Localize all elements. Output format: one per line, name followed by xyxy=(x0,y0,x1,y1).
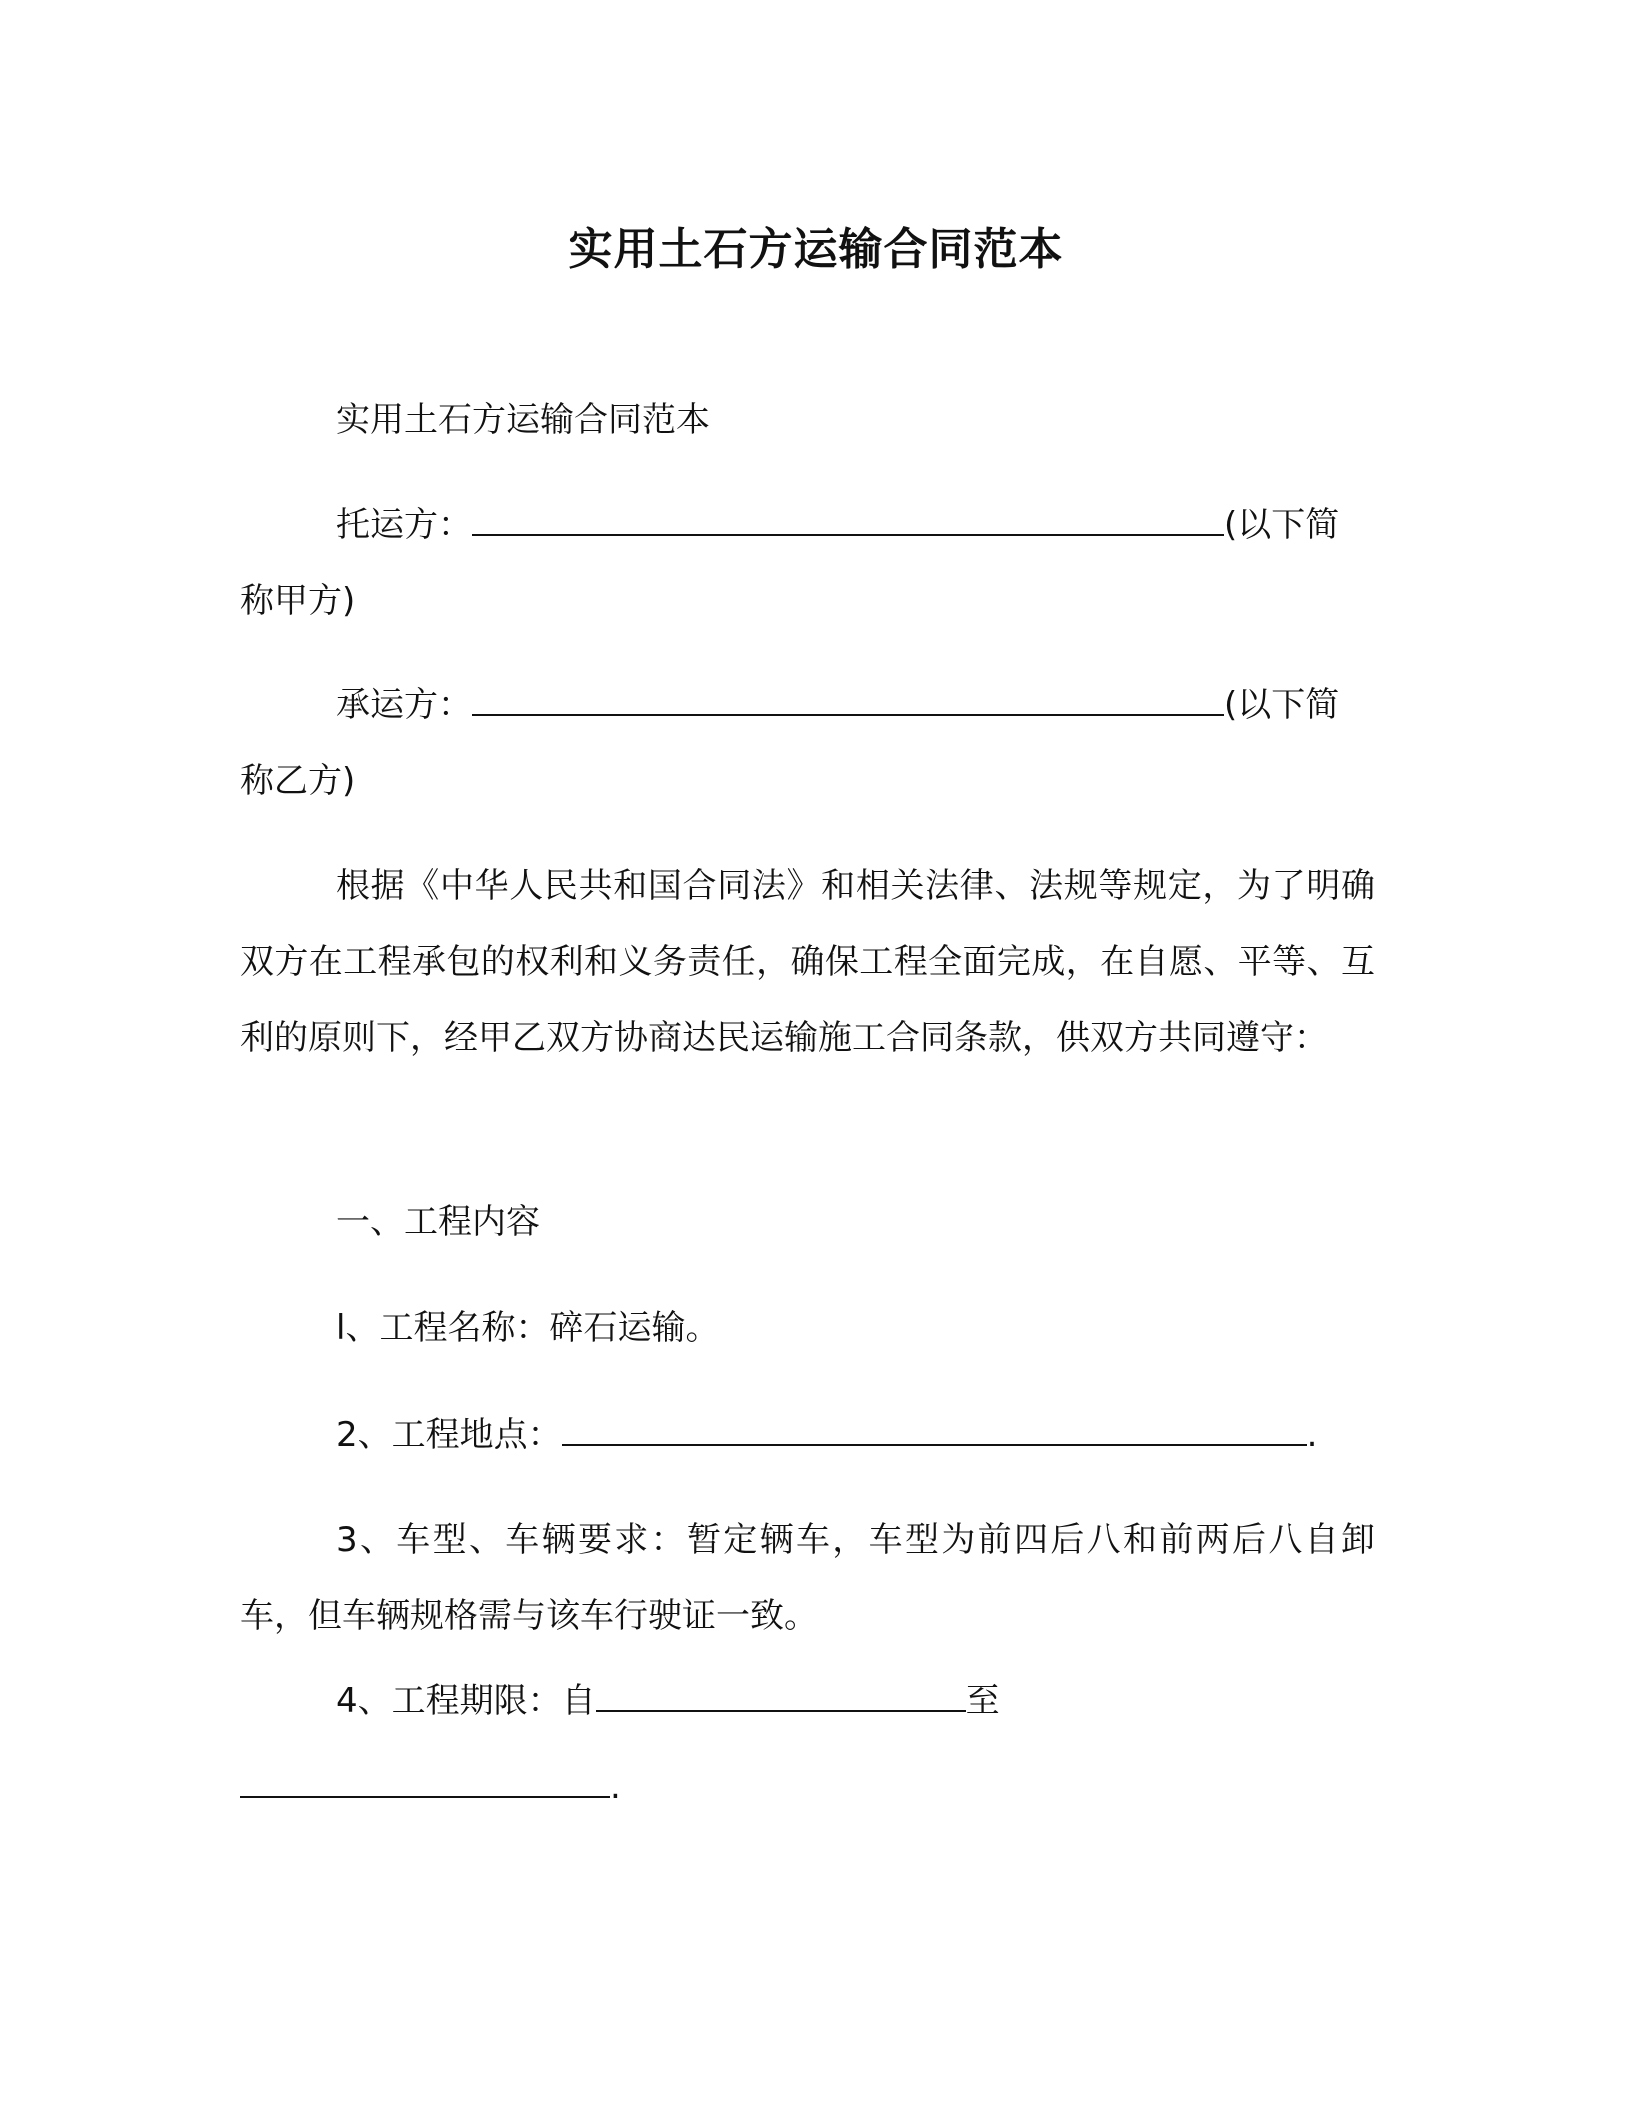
shipper-line xyxy=(240,487,1375,563)
item-4-mid: 至 xyxy=(965,1681,1000,1721)
carrier-line xyxy=(240,667,1375,743)
shipper-blank xyxy=(472,504,1224,536)
document-title: 实用土石方运输合同范本 xyxy=(568,224,1064,275)
carrier-blank xyxy=(472,684,1224,716)
item-4-blank-end xyxy=(240,1766,610,1798)
item-4-label: 4、工程期限：自 xyxy=(336,1681,596,1721)
item-2-end: . xyxy=(1306,1415,1318,1455)
item-3-text: 3、车型、车辆要求：暂定辆车，车型为前四后八和前两后八自卸车，但车辆规格需与该车行驶证一致。 xyxy=(240,1520,1375,1636)
document-subtitle xyxy=(240,382,1375,458)
item-1 xyxy=(240,1290,1375,1366)
item-4-blank-start xyxy=(596,1680,966,1712)
item-3 xyxy=(240,1502,1375,1654)
shipper-suffix-1: (以下简 xyxy=(1224,505,1340,545)
item-1-text: l、工程名称：碎石运输。 xyxy=(336,1308,720,1348)
shipper-label: 托运方： xyxy=(336,505,472,545)
shipper-suffix-2: 称甲方) xyxy=(240,581,356,621)
item-4-line-2 xyxy=(240,1749,1375,1825)
item-2-blank xyxy=(562,1414,1307,1446)
item-4 xyxy=(240,1663,1375,1825)
carrier-paragraph xyxy=(240,667,1375,819)
shipper-paragraph xyxy=(240,487,1375,639)
carrier-suffix-1: (以下简 xyxy=(1224,685,1340,725)
item-4-line xyxy=(240,1663,1375,1739)
shipper-line-2 xyxy=(240,563,1375,639)
item-2-line xyxy=(240,1397,1375,1473)
carrier-line-2 xyxy=(240,743,1375,819)
preamble-text: 根据《中华人民共和国合同法》和相关法律、法规等规定，为了明确双方在工程承包的权利和义务责任，确保工程全面完成，在自愿、平等、互利的原则下，经甲乙双方协商达民运输施工合同条款，供双方共同遵守： xyxy=(240,866,1375,1058)
item-2-label: 2、工程地点： xyxy=(336,1415,562,1455)
carrier-label: 承运方： xyxy=(336,685,472,725)
subtitle-text: 实用土石方运输合同范本 xyxy=(336,400,710,440)
carrier-suffix-2: 称乙方) xyxy=(240,761,356,801)
item-4-end: . xyxy=(610,1767,621,1807)
item-2 xyxy=(240,1397,1375,1473)
section1-heading xyxy=(240,1184,1375,1260)
section1-heading-text: 一、工程内容 xyxy=(336,1202,540,1242)
preamble-paragraph xyxy=(240,848,1375,1076)
